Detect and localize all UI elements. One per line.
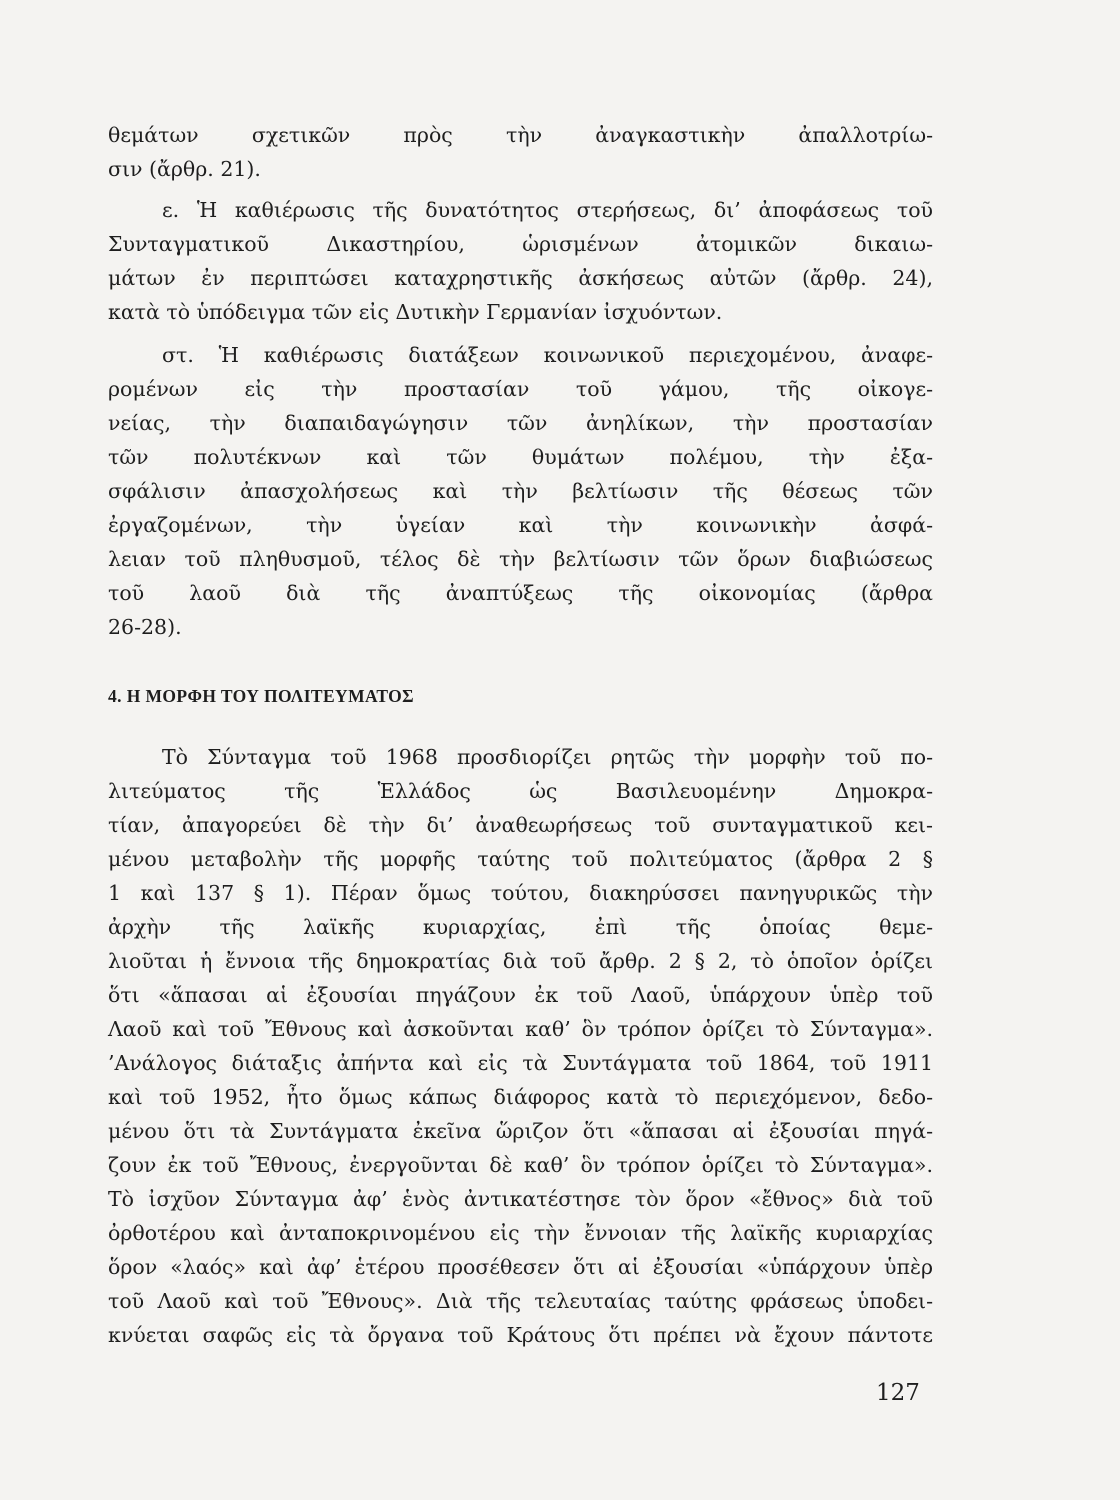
text-line: Τὸ Σύνταγμα τοῦ 1968 προσδιορίζει ρητῶς τὴν μορφὴν τοῦ πο- <box>162 745 933 769</box>
text-line: Λαοῦ καὶ τοῦ Ἔθνους καὶ ἀσκοῦνται καθ’ ὃν τρόπον ὁρίζει τὸ Σύνταγμα». <box>108 1017 933 1041</box>
text-line: λειαν τοῦ πληθυσμοῦ, τέλος δὲ τὴν βελτίωσιν τῶν ὅρων διαβιώσεως <box>108 547 933 571</box>
text-line: 1 καὶ 137 § 1). Πέραν ὅμως τούτου, διακηρύσσει πανηγυρικῶς τὴν <box>108 881 933 905</box>
text-line: ὀρθοτέρου καὶ ἀνταποκρινομένου εἰς τὴν ἔννοιαν τῆς λαϊκῆς κυριαρχίας <box>108 1221 933 1245</box>
text-line: μένου ὅτι τὰ Συντάγματα ἐκεῖνα ὥριζον ὅτι «ἅπασαι αἱ ἐξουσίαι πηγά- <box>108 1119 933 1143</box>
text-line: λιοῦται ἡ ἔννοια τῆς δημοκρατίας διὰ τοῦ ἄρθρ. 2 § 2, τὸ ὁποῖον ὁρίζει <box>108 949 933 973</box>
text-line: τοῦ Λαοῦ καὶ τοῦ Ἔθνους». Διὰ τῆς τελευταίας ταύτης φράσεως ὑποδει- <box>108 1289 933 1313</box>
text-line: Τὸ ἰσχῦον Σύνταγμα ἀφ’ ἑνὸς ἀντικατέστησε τὸν ὅρον «ἔθνος» διὰ τοῦ <box>108 1187 933 1211</box>
text-line: τίαν, ἀπαγορεύει δὲ τὴν δι’ ἀναθεωρήσεως τοῦ συνταγματικοῦ κει- <box>108 813 933 837</box>
text-line: μένου μεταβολὴν τῆς μορφῆς ταύτης τοῦ πολιτεύματος (ἄρθρα 2 § <box>108 847 933 871</box>
text-line: τῶν πολυτέκνων καὶ τῶν θυμάτων πολέμου, τὴν ἐξα- <box>108 445 933 469</box>
text-line: Συνταγματικοῦ Δικαστηρίου, ὡρισμένων ἀτομικῶν δικαιω- <box>108 232 933 256</box>
text-line: ε. Ἡ καθιέρωσις τῆς δυνατότητος στερήσεως, δι’ ἀποφάσεως τοῦ <box>162 198 933 222</box>
text-line: θεμάτων σχετικῶν πρὸς τὴν ἀναγκαστικὴν ἀπαλλοτρίω- <box>108 123 933 147</box>
text-line: τοῦ λαοῦ διὰ τῆς ἀναπτύξεως τῆς οἰκονομίας (ἄρθρα <box>108 581 933 605</box>
text-line: λιτεύματος τῆς Ἑλλάδος ὡς Βασιλευομένην Δημοκρα- <box>108 779 933 803</box>
text-line: στ. Ἡ καθιέρωσις διατάξεων κοινωνικοῦ περιεχομένου, ἀναφε- <box>162 343 933 367</box>
text-line: κνύεται σαφῶς εἰς τὰ ὄργανα τοῦ Κράτους ὅτι πρέπει νὰ ἔχουν πάντοτε <box>108 1323 933 1347</box>
text-line: ζουν ἐκ τοῦ Ἔθνους, ἐνεργοῦνται δὲ καθ’ ὃν τρόπον ὁρίζει τὸ Σύνταγμα». <box>108 1153 933 1177</box>
text-line: μάτων ἐν περιπτώσει καταχρηστικῆς ἀσκήσεως αὐτῶν (ἄρθρ. 24), <box>108 266 933 290</box>
text-line: ὅτι «ἅπασαι αἱ ἐξουσίαι πηγάζουν ἐκ τοῦ Λαοῦ, ὑπάρχουν ὑπὲρ τοῦ <box>108 983 933 1007</box>
text-line: σφάλισιν ἀπασχολήσεως καὶ τὴν βελτίωσιν τῆς θέσεως τῶν <box>108 479 933 503</box>
text-line: νείας, τὴν διαπαιδαγώγησιν τῶν ἀνηλίκων, τὴν προστασίαν <box>108 411 933 435</box>
text-line: σιν (ἄρθρ. 21). <box>108 157 261 181</box>
text-line: ’Ανάλογος διάταξις ἀπήντα καὶ εἰς τὰ Συντάγματα τοῦ 1864, τοῦ 1911 <box>108 1051 933 1075</box>
text-line: ἀρχὴν τῆς λαϊκῆς κυριαρχίας, ἐπὶ τῆς ὁποίας θεμε- <box>108 915 933 939</box>
text-line: καὶ τοῦ 1952, ἦτο ὅμως κάπως διάφορος κατὰ τὸ περιεχόμενον, δεδο- <box>108 1085 933 1109</box>
text-line: ἐργαζομένων, τὴν ὑγείαν καὶ τὴν κοινωνικὴν ἀσφά- <box>108 513 933 537</box>
text-line: κατὰ τὸ ὑπόδειγμα τῶν εἰς Δυτικὴν Γερμανίαν ἰσχυόντων. <box>108 300 723 324</box>
text-line: ρομένων εἰς τὴν προστασίαν τοῦ γάμου, τῆς οἰκογε- <box>108 377 933 401</box>
text-line: ὅρον «λαός» καὶ ἀφ’ ἑτέρου προσέθεσεν ὅτι αἱ ἐξουσίαι «ὑπάρχουν ὑπὲρ <box>108 1255 933 1279</box>
section-heading: 4. Η ΜΟΡΦΗ ΤΟΥ ΠΟΛΙΤΕΥΜΑΤΟΣ <box>108 686 414 706</box>
text-line: 26-28). <box>108 615 182 639</box>
page-number: 127 <box>876 1380 920 1406</box>
